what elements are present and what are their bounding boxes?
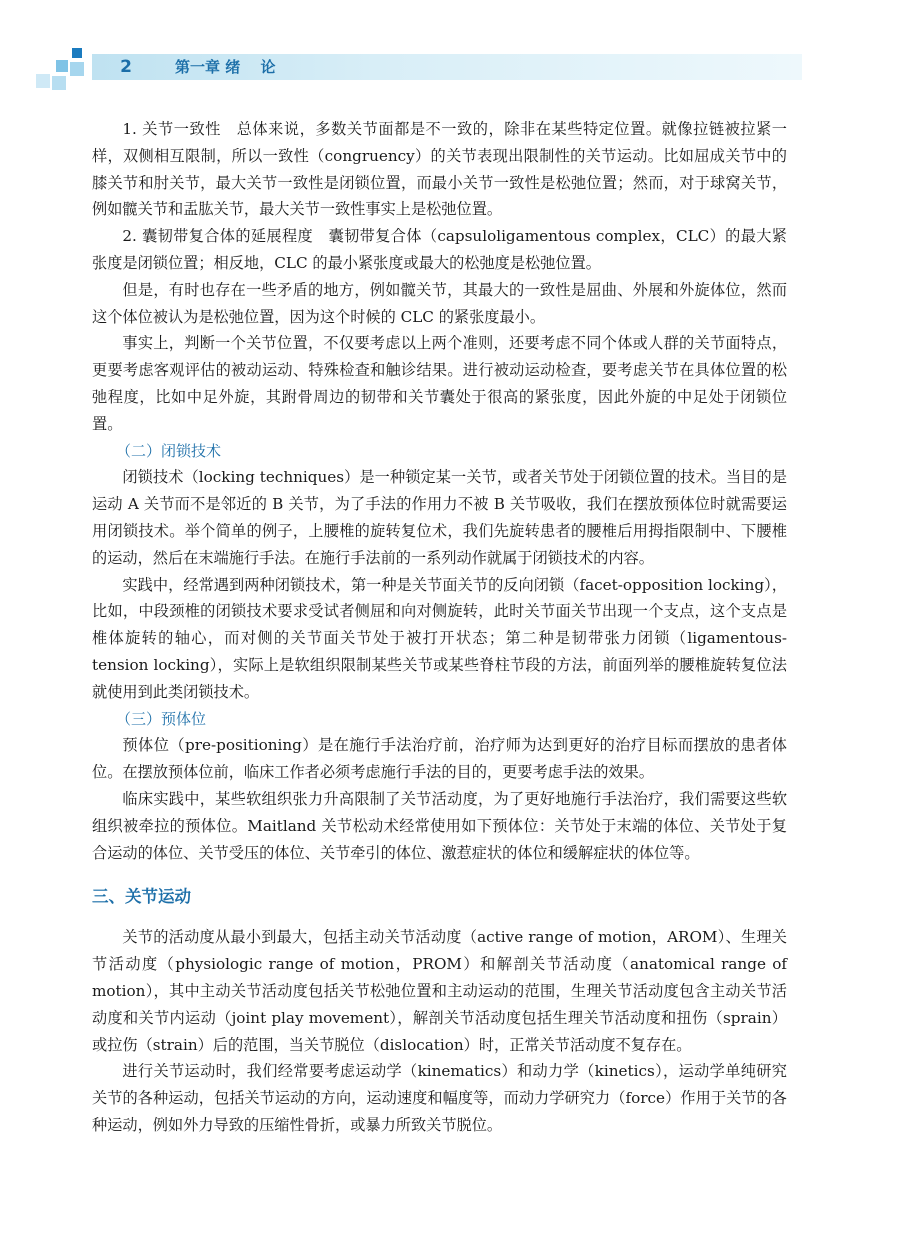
subheading-locking: （二）闭锁技术 <box>116 441 222 460</box>
decor-square-5 <box>52 76 66 90</box>
paragraph: 闭锁技术（locking techniques）是一种锁定某一关节，或者关节处于闭锁位置的技术。当目的是运动 A 关节而不是邻近的 B 关节，为了手法的作用力不被 B 关节吸收，我们在摆放预体位时就需要运用闭锁技术。举个简单的例子，上腰椎的旋转复位术，我们先旋转患者的腰椎后用拇指限制中、下腰椎的运动，然后在末端施行手法。在施行手法前的一系列动作就属于闭锁技术的内容。 <box>92 468 787 567</box>
paragraph: 关节的活动度从最小到最大，包括主动关节活动度（active range of motion，AROM）、生理关节活动度（physiologic range of motion，PROM）和解剖关节活动度（anatomical range of motion），其中主动关节活动度包括关节松弛位置和主动运动的范围，生理关节活动度包含主动关节活动度和关节内运动（joint play movement），解剖关节活动度包括生理关节活动度和扭伤（sprain）或拉伤（strain）后的范围，当关节脱位（dislocation）时，正常关节活动度不复存在。 <box>92 928 787 1054</box>
paragraph: 但是，有时也存在一些矛盾的地方，例如髋关节，其最大的一致性是屈曲、外展和外旋体位，然而这个体位被认为是松弛位置，因为这个时候的 CLC 的紧张度最小。 <box>92 280 787 326</box>
decor-square-1 <box>72 48 82 58</box>
paragraph: 2. 囊韧带复合体的延展程度 囊韧带复合体（capsuloligamentous complex，CLC）的最大紧张度是闭锁位置；相反地，CLC 的最小紧张度或最大的松弛度是松弛位置。 <box>92 227 787 272</box>
subheading-prepositioning: （三）预体位 <box>116 709 207 728</box>
page-number: 2 <box>120 57 132 77</box>
decor-square-2 <box>56 60 68 72</box>
page-content <box>92 116 787 1139</box>
chapter-title: 第一章 绪 论 <box>175 58 276 76</box>
decor-square-3 <box>70 62 84 76</box>
paragraph: 进行关节运动时，我们经常要考虑运动学（kinematics）和动力学（kinetics），运动学单纯研究关节的各种运动，包括关节运动的方向，运动速度和幅度等，而动力学研究力（force）作用于关节的各种运动，例如外力导致的压缩性骨折，或暴力所致关节脱位。 <box>92 1062 787 1134</box>
paragraph: 预体位（pre-positioning）是在施行手法治疗前，治疗师为达到更好的治疗目标而摆放的患者体位。在摆放预体位前，临床工作者必须考虑施行手法的目的，更要考虑手法的效果。 <box>92 736 787 782</box>
paragraph: 事实上，判断一个关节位置，不仅要考虑以上两个准则，还要考虑不同个体或人群的关节面特点，更要考虑客观评估的被动运动、特殊检查和触诊结果。进行被动运动检查，要考虑关节在具体位置的松弛程度，比如中足外旋，其跗骨周边的韧带和关节囊处于很高的紧张度，因此外旋的中足处于闭锁位置。 <box>92 334 787 433</box>
paragraph: 临床实践中，某些软组织张力升高限制了关节活动度，为了更好地施行手法治疗，我们需要这些软组织被牵拉的预体位。Maitland 关节松动术经常使用如下预体位：关节处于末端的体位、关节处于复合运动的体位、关节受压的体位、关节牵引的体位、激惹症状的体位和缓解症状的体位等。 <box>92 789 787 862</box>
decor-square-4 <box>36 74 50 88</box>
section-title: 三、关节运动 <box>92 887 191 907</box>
paragraph: 1. 关节一致性 总体来说，多数关节面都是不一致的，除非在某些特定位置。就像拉链被拉紧一样，双侧相互限制，所以一致性（congruency）的关节表现出限制性的关节运动。比如屈成关节中的膝关节和肘关节，最大关节一致性是闭锁位置，而最小关节一致性是松弛位置；然而，对于球窝关节，例如髋关节和盂肱关节，最大关节一致性事实上是松弛位置。 <box>92 120 787 219</box>
paragraph: 实践中，经常遇到两种闭锁技术，第一种是关节面关节的反向闭锁（facet-opposition locking），比如，中段颈椎的闭锁技术要求受试者侧屈和向对侧旋转，此时关节面关节出现一个支点，这个支点是椎体旋转的轴心，而对侧的关节面关节处于被打开状态；第二种是韧带张力闭锁（ligamentous-tension locking），实际上是软组织限制某些关节或某些脊柱节段的方法，前面列举的腰椎旋转复位法就使用到此类闭锁技术。 <box>92 575 787 701</box>
